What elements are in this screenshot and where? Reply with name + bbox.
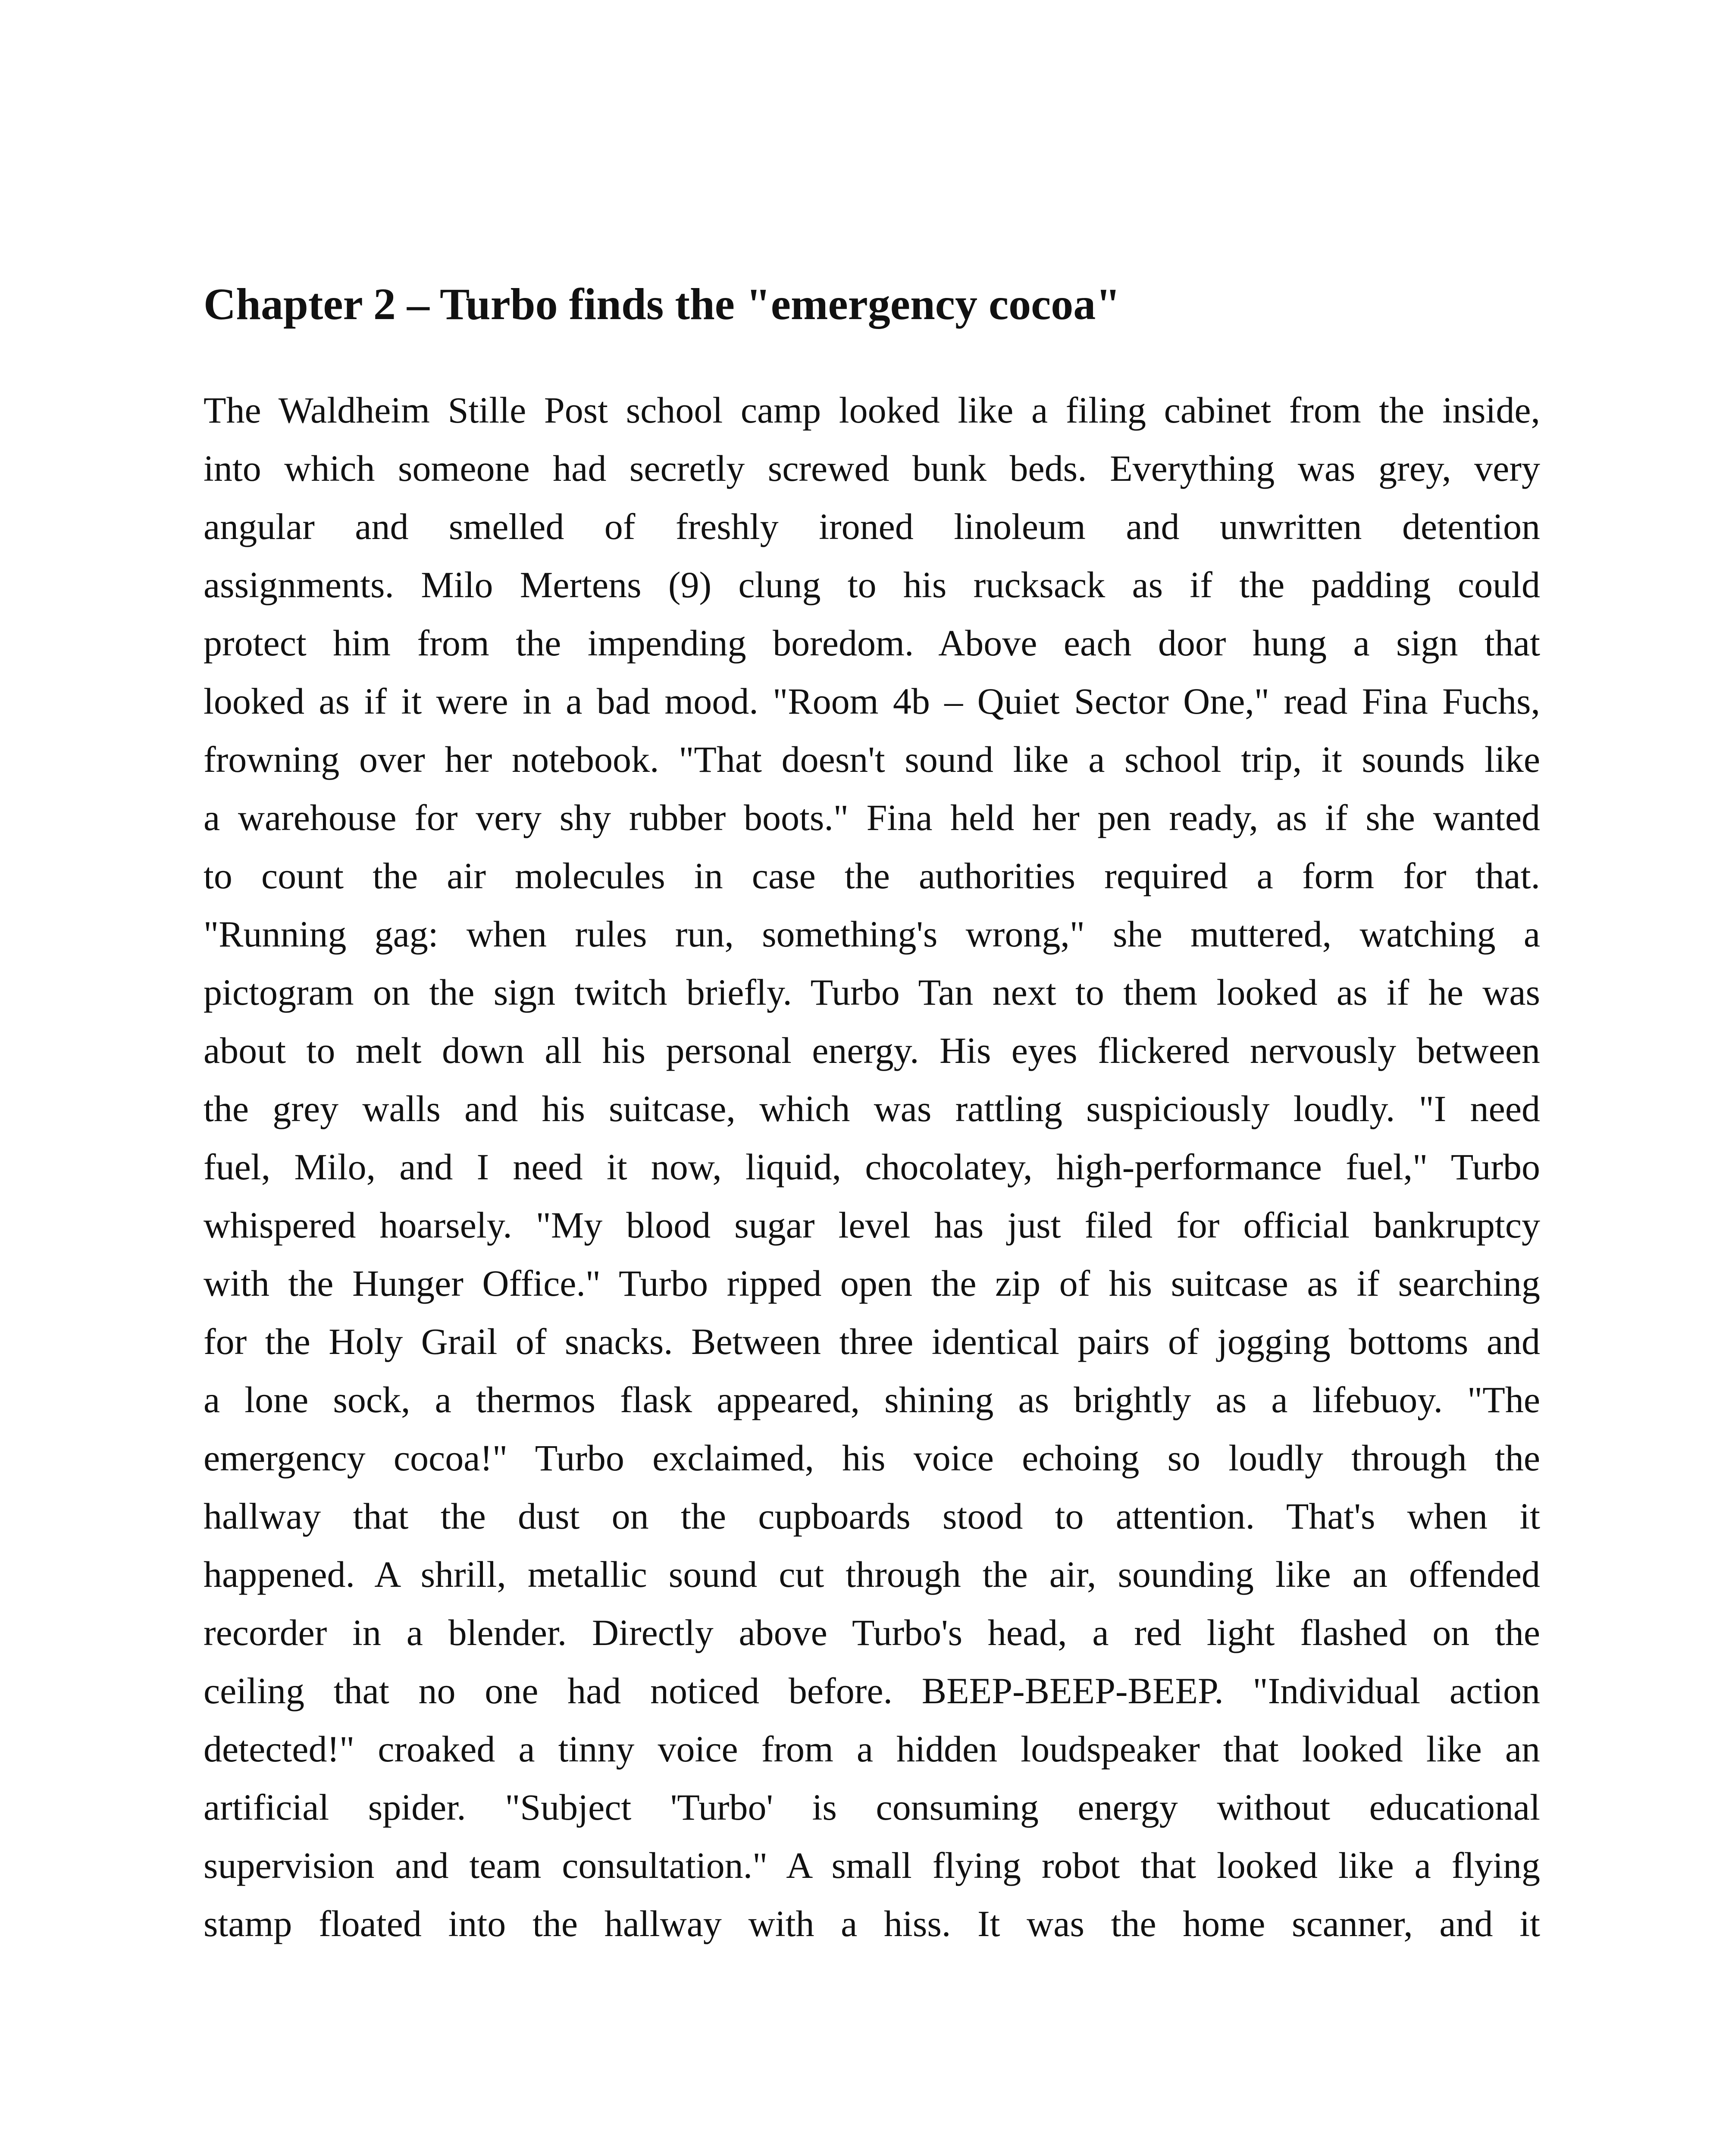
text-line: hallway that the dust on the cupboards stood to attention. That's when it (204, 1495, 1540, 1537)
chapter-heading: Chapter 2 – Turbo finds the "emergency cocoa" (204, 279, 1121, 329)
text-line: for the Holy Grail of snacks. Between three identical pairs of jogging bottoms and (204, 1321, 1540, 1362)
text-line: artificial spider. "Subject 'Turbo' is consuming energy without educational (204, 1786, 1540, 1828)
text-line: about to melt down all his personal energy. His eyes flickered nervously between (204, 1030, 1540, 1071)
text-line: whispered hoarsely. "My blood sugar level has just filed for official bankruptcy (204, 1204, 1540, 1246)
text-line: to count the air molecules in case the authorities required a form for that. (204, 855, 1540, 896)
text-line: happened. A shrill, metallic sound cut through the air, sounding like an offended (204, 1554, 1540, 1595)
chapter-body-text (204, 381, 1540, 1977)
text-line: The Waldheim Stille Post school camp looked like a filing cabinet from the inside, (204, 389, 1540, 431)
text-line: with the Hunger Office." Turbo ripped open the zip of his suitcase as if searching (204, 1263, 1540, 1304)
text-line: protect him from the impending boredom. Above each door hung a sign that (204, 622, 1540, 664)
text-line: frowning over her notebook. "That doesn't sound like a school trip, it sounds like (204, 739, 1540, 780)
text-line: ceiling that no one had noticed before. BEEP-BEEP-BEEP. "Individual action (204, 1670, 1540, 1711)
text-line: into which someone had secretly screwed bunk beds. Everything was grey, very (204, 448, 1540, 489)
text-line: detected!" croaked a tinny voice from a hidden loudspeaker that looked like an (204, 1728, 1540, 1770)
text-line: emergency cocoa!" Turbo exclaimed, his voice echoing so loudly through the (204, 1437, 1540, 1479)
text-line: looked as if it were in a bad mood. "Room 4b – Quiet Sector One," read Fina Fuchs, (204, 680, 1540, 722)
text-line: supervision and team consultation." A small flying robot that looked like a flying (204, 1845, 1540, 1886)
text-line: "Running gag: when rules run, something's wrong," she muttered, watching a (204, 913, 1540, 955)
text-line: stamp floated into the hallway with a hiss. It was the home scanner, and it (204, 1903, 1540, 1944)
text-line: fuel, Milo, and I need it now, liquid, chocolatey, high-performance fuel," Turbo (204, 1146, 1540, 1188)
text-line: a lone sock, a thermos flask appeared, shining as brightly as a lifebuoy. "The (204, 1379, 1540, 1420)
text-line: pictogram on the sign twitch briefly. Turbo Tan next to them looked as if he was (204, 971, 1540, 1013)
text-line: the grey walls and his suitcase, which was rattling suspiciously loudly. "I need (204, 1088, 1540, 1129)
text-line: angular and smelled of freshly ironed linoleum and unwritten detention (204, 506, 1540, 547)
text-line: a warehouse for very shy rubber boots." Fina held her pen ready, as if she wanted (204, 797, 1540, 838)
text-line: recorder in a blender. Directly above Turbo's head, a red light flashed on the (204, 1612, 1540, 1653)
text-line: assignments. Milo Mertens (9) clung to his rucksack as if the padding could (204, 564, 1540, 605)
